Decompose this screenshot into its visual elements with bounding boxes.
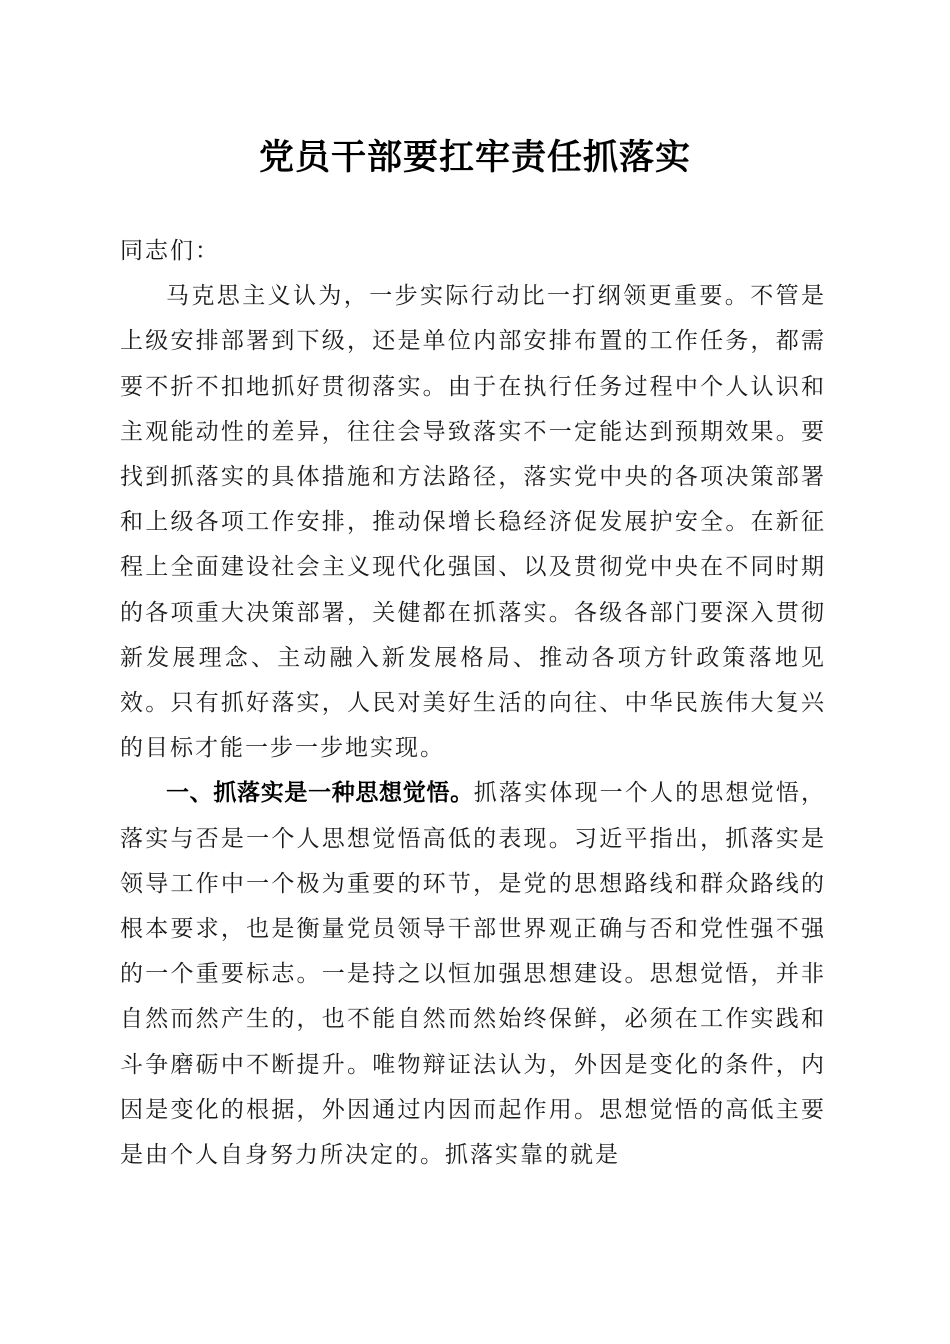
paragraph-section-1	[120, 771, 826, 1178]
section-1-heading: 一、抓落实是一种思想觉悟。	[166, 780, 474, 807]
document-body	[120, 229, 826, 1178]
section-1-body: 抓落实体现一个人的思想觉悟，落实与否是一个人思想觉悟高低的表现。习近平指出，抓落实是领导工作中一个极为重要的环节，是党的思想路线和群众路线的根本要求，也是衡量党员领导干部世界观正确与否和党性强不强的一个重要标志。一是持之以恒加强思想建设。思想觉悟，并非自然而然产生的，也不能自然而然始终保鲜，必须在工作实践和斗争磨砺中不断提升。唯物辩证法认为，外因是变化的条件，内因是变化的根据，外因通过内因而起作用。思想觉悟的高低主要是由个人自身努力所决定的。抓落实靠的就是	[120, 780, 827, 1169]
document-title: 党员干部要扛牢责任抓落实	[258, 137, 691, 178]
salutation: 同志们：	[120, 238, 220, 264]
paragraph-intro: 马克思主义认为，一步实际行动比一打纲领更重要。不管是上级安排部署到下级，还是单位内部安排布置的工作任务，都需要不折不扣地抓好贯彻落实。由于在执行任务过程中个人认识和主观能动性的差异，往往会导致落实不一定能达到预期效果。要找到抓落实的具体措施和方法路径，落实党中央的各项决策部署和上级各项工作安排，推动保增长稳经济促发展护安全。在新征程上全面建设社会主义现代化强国、以及贯彻党中央在不同时期的各项重大决策部署，关健都在抓落实。各级各部门要深入贯彻新发展理念、主动融入新发展格局、推动各项方针政策落地见效。只有抓好落实，人民对美好生活的向往、中华民族伟大复兴的目标才能一步一步地实现。	[120, 283, 826, 762]
